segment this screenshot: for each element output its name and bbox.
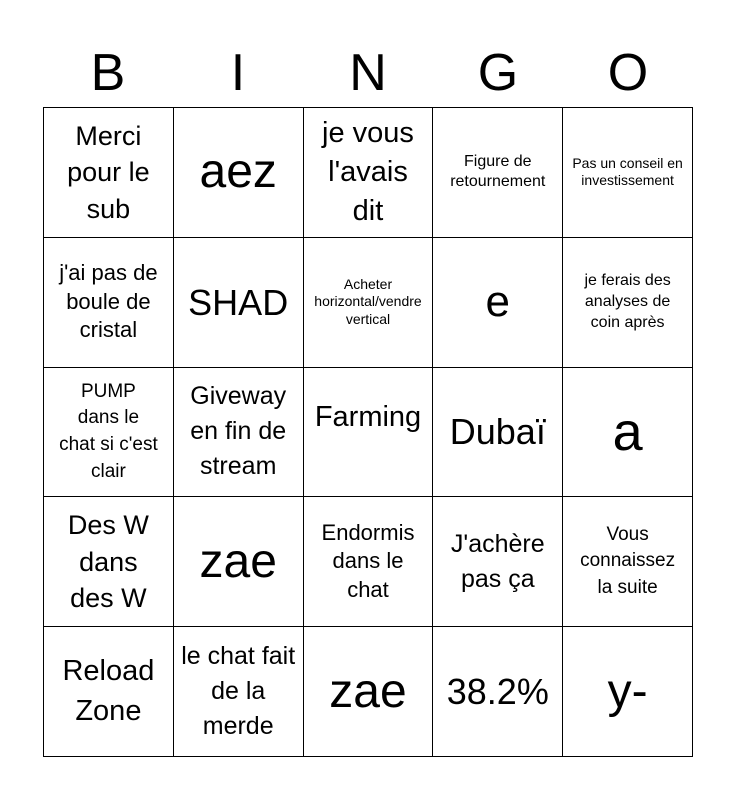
cell-text: PUMP dans le chat si c'est clair (59, 380, 158, 482)
bingo-cell[interactable] (44, 108, 174, 238)
bingo-cell[interactable] (563, 497, 693, 627)
cell-text: zae (199, 534, 277, 588)
cell-text: 38.2% (446, 671, 549, 712)
bingo-cell[interactable] (174, 108, 304, 238)
bingo-cell[interactable] (563, 238, 693, 368)
bingo-cell[interactable] (304, 497, 434, 627)
header-letter-b: B (90, 44, 126, 102)
bingo-cell[interactable] (44, 627, 174, 757)
cell-text: Giveway en fin de stream (190, 382, 287, 481)
bingo-cell[interactable] (563, 108, 693, 238)
bingo-cell[interactable] (174, 368, 304, 498)
cell-text: y- (607, 664, 648, 718)
bingo-cell[interactable] (44, 238, 174, 368)
cell-text: Farming (314, 400, 422, 433)
cell-text: Dubaï (449, 411, 546, 453)
bingo-cell[interactable] (44, 497, 174, 627)
bingo-cell[interactable] (563, 627, 693, 757)
cell-text: Merci pour le sub (67, 120, 150, 224)
cell-text: Vous connaissez la suite (580, 523, 676, 599)
bingo-cell[interactable] (433, 108, 563, 238)
bingo-cell[interactable] (304, 238, 434, 368)
cell-text: Figure de retournement (450, 152, 546, 191)
cell-text: SHAD (188, 281, 289, 323)
header-letter-n: N (349, 44, 387, 102)
bingo-header (43, 40, 693, 106)
cell-text: Reload Zone (62, 655, 155, 727)
bingo-cell[interactable] (174, 627, 304, 757)
cell-text: e (485, 277, 511, 326)
header-letter-g: G (477, 44, 519, 102)
bingo-cell[interactable] (433, 238, 563, 368)
cell-text: je ferais des analyses de coin après (584, 272, 671, 331)
cell-text: a (612, 401, 643, 462)
bingo-grid (43, 107, 693, 757)
cell-text: le chat fait de la merde (181, 642, 296, 741)
bingo-cell[interactable] (433, 368, 563, 498)
bingo-cell[interactable] (433, 497, 563, 627)
header-letter-o: O (607, 44, 649, 102)
bingo-cell[interactable] (304, 627, 434, 757)
cell-text: zae (329, 664, 407, 718)
bingo-cell[interactable] (304, 108, 434, 238)
header-letter-i: I (230, 44, 246, 102)
cell-text: j'ai pas de boule de cristal (59, 260, 158, 343)
cell-text: Des W dans des W (67, 510, 149, 613)
cell-text: je vous l'avais dit (322, 116, 414, 227)
bingo-cell[interactable] (174, 497, 304, 627)
cell-text: J'achère pas ça (450, 529, 545, 593)
bingo-cell[interactable] (44, 368, 174, 498)
bingo-cell[interactable] (433, 627, 563, 757)
bingo-cell[interactable] (563, 368, 693, 498)
cell-text: aez (199, 145, 277, 199)
cell-text: Acheter horizontal/vendre vertical (314, 275, 422, 327)
cell-text: Endormis dans le chat (321, 519, 415, 603)
bingo-cell[interactable] (174, 238, 304, 368)
bingo-cell[interactable] (304, 368, 434, 498)
cell-text: Pas un conseil en investissement (572, 154, 683, 189)
